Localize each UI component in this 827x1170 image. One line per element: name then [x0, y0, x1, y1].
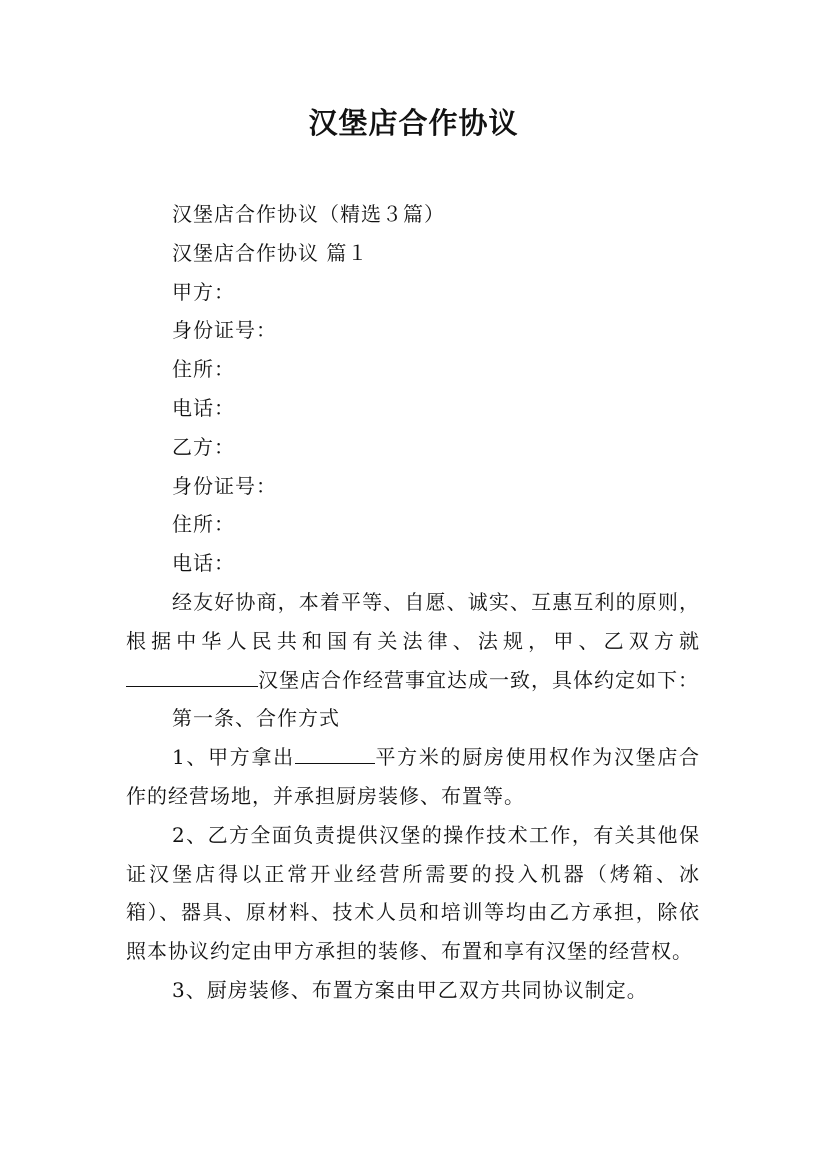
document-title: 汉堡店合作协议: [308, 106, 519, 140]
party-a-label: 甲方：: [172, 279, 235, 304]
clause-1-after: 平方米的厨房使用权作为汉堡店合作的经营场地，并承担厨房装修、布置等。: [126, 745, 701, 808]
clause-2: 2、乙方全面负责提供汉堡的操作技术工作，有关其他保证汉堡店得以正常开业经营所需要的投入机器（烤箱、冰箱）、器具、原材料、技术人员和培训等均由乙方承担，除依照本协议约定由甲方承担的装修、布置和享有汉堡的经营权。: [126, 822, 700, 964]
party-a-address-label: 住所：: [172, 357, 235, 382]
section-heading: 汉堡店合作协议 篇１: [172, 240, 369, 265]
clause-1: [126, 738, 700, 816]
area-blank: [295, 743, 375, 764]
party-b-id-label: 身份证号：: [172, 473, 277, 498]
intro-paragraph: [126, 583, 700, 699]
clause-3: 3、厨房装修、布置方案由甲乙双方共同协议制定。: [172, 977, 648, 1002]
intro-text-after: 汉堡店合作经营事宜达成一致，具体约定如下：: [258, 667, 699, 692]
party-a-id-label: 身份证号：: [172, 318, 277, 343]
party-b-phone-label: 电话：: [172, 551, 235, 576]
project-name-blank: [126, 666, 258, 687]
document-body: [126, 195, 700, 1010]
clause-1-before: 1、甲方拿出: [172, 745, 295, 770]
party-b-address-label: 住所：: [172, 512, 235, 537]
party-b-label: 乙方：: [172, 434, 235, 459]
party-a-phone-label: 电话：: [172, 395, 235, 420]
document-subtitle: 汉堡店合作协议（精选３篇）: [172, 202, 445, 226]
intro-text-before: 经友好协商，本着平等、自愿、诚实、互惠互利的原则，根据中华人民共和国有关法律、法规，甲、乙双方就: [126, 589, 700, 653]
article-1-heading: 第一条、合作方式: [172, 706, 340, 731]
